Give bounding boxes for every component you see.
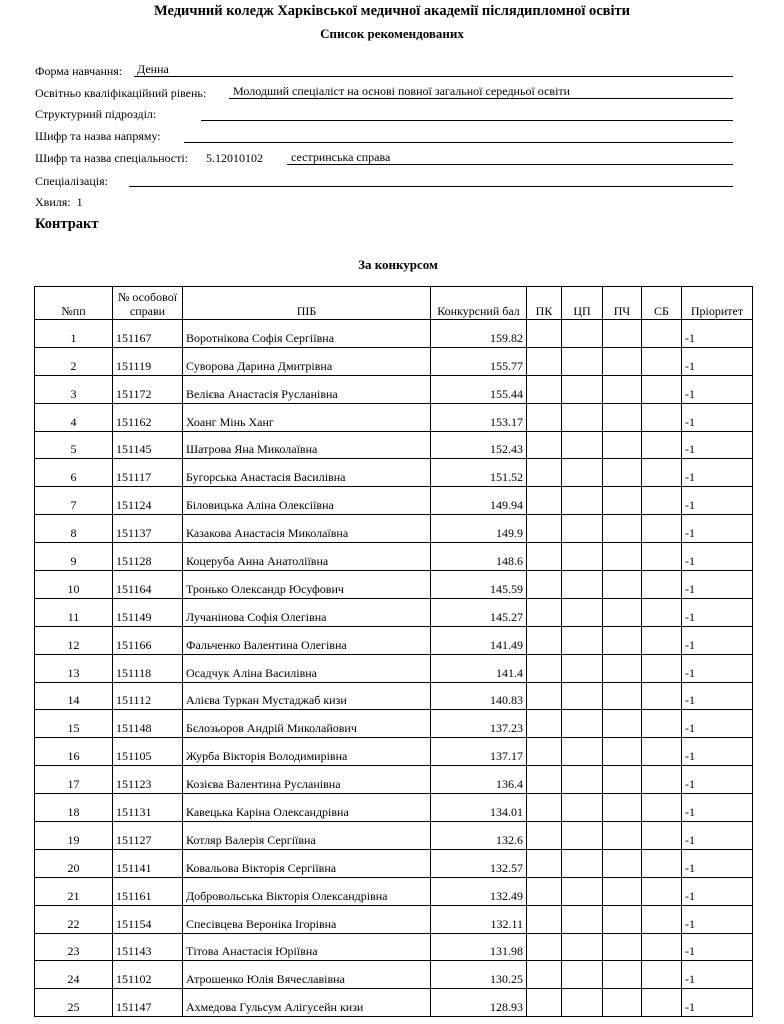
cell-score: 132.11 [431, 905, 527, 933]
cell-sb [642, 794, 682, 822]
cell-name: Коцеруба Анна Анатоліївна [183, 543, 431, 571]
cell-sb [642, 822, 682, 850]
cell-tsp [562, 543, 603, 571]
header-num: №пп [35, 287, 113, 320]
cell-case: 151148 [113, 710, 183, 738]
cell-sb [642, 738, 682, 766]
table-row [35, 459, 753, 487]
cell-num: 6 [35, 459, 113, 487]
qualification-level-line [229, 98, 733, 99]
cell-sb [642, 459, 682, 487]
cell-sb [642, 487, 682, 515]
cell-pch [603, 571, 642, 599]
cell-pk [527, 794, 562, 822]
cell-tsp [562, 822, 603, 850]
cell-pch [603, 459, 642, 487]
cell-num: 5 [35, 431, 113, 459]
cell-pk [527, 905, 562, 933]
form-of-study-line [134, 76, 733, 77]
cell-pch [603, 626, 642, 654]
cell-tsp [562, 989, 603, 1017]
cell-score: 159.82 [431, 320, 527, 348]
cell-pch [603, 543, 642, 571]
cell-name: Казакова Анастасія Миколаївна [183, 515, 431, 543]
form-of-study-value: Денна [137, 62, 169, 76]
cell-num: 10 [35, 571, 113, 599]
cell-name: Осадчук Аліна Василівна [183, 654, 431, 682]
table-row [35, 989, 753, 1017]
cell-score: 132.6 [431, 822, 527, 850]
cell-priority: -1 [682, 403, 753, 431]
cell-case: 151141 [113, 849, 183, 877]
cell-pch [603, 375, 642, 403]
cell-priority: -1 [682, 431, 753, 459]
cell-case: 151131 [113, 794, 183, 822]
cell-tsp [562, 710, 603, 738]
cell-num: 16 [35, 738, 113, 766]
cell-score: 145.59 [431, 571, 527, 599]
cell-name: Велієва Анастасія Русланівна [183, 375, 431, 403]
cell-pk [527, 877, 562, 905]
cell-pch [603, 989, 642, 1017]
cell-priority: -1 [682, 543, 753, 571]
cell-num: 18 [35, 794, 113, 822]
cell-priority: -1 [682, 822, 753, 850]
cell-score: 141.4 [431, 654, 527, 682]
header-case: № особової справи [113, 287, 183, 320]
cell-score: 132.49 [431, 877, 527, 905]
cell-case: 151105 [113, 738, 183, 766]
cell-pk [527, 961, 562, 989]
cell-case: 151119 [113, 347, 183, 375]
cell-sb [642, 431, 682, 459]
table-row [35, 654, 753, 682]
cell-score: 137.17 [431, 738, 527, 766]
cell-priority: -1 [682, 515, 753, 543]
specialty-line [287, 164, 733, 165]
cell-score: 141.49 [431, 626, 527, 654]
cell-score: 153.17 [431, 403, 527, 431]
cell-name: Журба Вікторія Володимирівна [183, 738, 431, 766]
cell-pk [527, 738, 562, 766]
cell-sb [642, 877, 682, 905]
table-row [35, 320, 753, 348]
cell-name: Козієва Валентина Русланівна [183, 766, 431, 794]
section-heading: За конкурсом [358, 257, 438, 272]
cell-pch [603, 877, 642, 905]
cell-score: 152.43 [431, 431, 527, 459]
cell-tsp [562, 849, 603, 877]
table-row [35, 849, 753, 877]
cell-priority: -1 [682, 487, 753, 515]
cell-pk [527, 375, 562, 403]
cell-score: 151.52 [431, 459, 527, 487]
cell-pch [603, 320, 642, 348]
table-row [35, 375, 753, 403]
cell-pch [603, 822, 642, 850]
cell-sb [642, 515, 682, 543]
cell-tsp [562, 431, 603, 459]
cell-name: Спесівцева Вероніка Ігорівна [183, 905, 431, 933]
cell-num: 19 [35, 822, 113, 850]
document-subtitle: Список рекомендованих [320, 26, 464, 41]
structural-unit-label: Структурний підрозділ: [35, 107, 157, 121]
cell-score: 130.25 [431, 961, 527, 989]
cell-score: 155.77 [431, 347, 527, 375]
cell-tsp [562, 487, 603, 515]
cell-num: 7 [35, 487, 113, 515]
cell-pk [527, 989, 562, 1017]
cell-num: 3 [35, 375, 113, 403]
cell-pk [527, 933, 562, 961]
cell-tsp [562, 515, 603, 543]
cell-priority: -1 [682, 682, 753, 710]
cell-score: 136.4 [431, 766, 527, 794]
cell-pk [527, 515, 562, 543]
table-row [35, 571, 753, 599]
cell-name: Добровольська Вікторія Олександрівна [183, 877, 431, 905]
cell-tsp [562, 375, 603, 403]
header-score: Конкурсний бал [431, 287, 527, 320]
table-row [35, 766, 753, 794]
cell-name: Хоанг Мінь Ханг [183, 403, 431, 431]
qualification-level-value: Молодший спеціаліст на основі повної загальної середньої освіти [233, 84, 571, 98]
cell-pk [527, 320, 562, 348]
cell-case: 151145 [113, 431, 183, 459]
cell-priority: -1 [682, 849, 753, 877]
cell-case: 151143 [113, 933, 183, 961]
table-row [35, 487, 753, 515]
cell-name: Бєлозьоров Андрій Миколайович [183, 710, 431, 738]
cell-sb [642, 766, 682, 794]
cell-sb [642, 989, 682, 1017]
structural-unit-line [201, 120, 733, 121]
table-row [35, 710, 753, 738]
cell-score: 132.57 [431, 849, 527, 877]
wave-value: 1 [76, 195, 83, 209]
cell-name: Суворова Дарина Дмитрівна [183, 347, 431, 375]
table-header-row [35, 287, 753, 320]
cell-num: 22 [35, 905, 113, 933]
cell-case: 151147 [113, 989, 183, 1017]
cell-tsp [562, 933, 603, 961]
cell-priority: -1 [682, 598, 753, 626]
specialization-line [129, 186, 733, 187]
document-title: Медичний коледж Харківської медичної академії післядипломної освіти [153, 3, 631, 19]
table-row [35, 822, 753, 850]
table-row [35, 598, 753, 626]
cell-pk [527, 431, 562, 459]
cell-num: 2 [35, 347, 113, 375]
cell-sb [642, 961, 682, 989]
cell-case: 151102 [113, 961, 183, 989]
cell-num: 15 [35, 710, 113, 738]
cell-pk [527, 849, 562, 877]
header-sb: СБ [642, 287, 682, 320]
cell-priority: -1 [682, 375, 753, 403]
cell-pch [603, 403, 642, 431]
cell-case: 151137 [113, 515, 183, 543]
cell-pch [603, 682, 642, 710]
wave-label: Хвиля: 1 [35, 195, 83, 209]
cell-pch [603, 431, 642, 459]
cell-num: 25 [35, 989, 113, 1017]
cell-case: 151124 [113, 487, 183, 515]
cell-priority: -1 [682, 961, 753, 989]
cell-case: 151172 [113, 375, 183, 403]
cell-priority: -1 [682, 877, 753, 905]
cell-case: 151167 [113, 320, 183, 348]
cell-score: 145.27 [431, 598, 527, 626]
cell-pk [527, 459, 562, 487]
cell-pk [527, 822, 562, 850]
cell-case: 151127 [113, 822, 183, 850]
cell-sb [642, 849, 682, 877]
cell-case: 151164 [113, 571, 183, 599]
cell-name: Шатрова Яна Миколаївна [183, 431, 431, 459]
cell-num: 11 [35, 598, 113, 626]
cell-case: 151117 [113, 459, 183, 487]
cell-pch [603, 794, 642, 822]
form-of-study-label: Форма навчання: [35, 64, 123, 78]
cell-name: Бугорська Анастасія Василівна [183, 459, 431, 487]
cell-case: 151149 [113, 598, 183, 626]
cell-case: 151154 [113, 905, 183, 933]
cell-priority: -1 [682, 571, 753, 599]
table-row [35, 794, 753, 822]
cell-pch [603, 905, 642, 933]
cell-tsp [562, 794, 603, 822]
cell-pk [527, 682, 562, 710]
cell-priority: -1 [682, 794, 753, 822]
cell-pch [603, 347, 642, 375]
cell-pk [527, 571, 562, 599]
cell-pch [603, 738, 642, 766]
cell-pch [603, 961, 642, 989]
table-row [35, 347, 753, 375]
cell-priority: -1 [682, 654, 753, 682]
cell-tsp [562, 738, 603, 766]
cell-sb [642, 682, 682, 710]
cell-name: Фальченко Валентина Олегівна [183, 626, 431, 654]
cell-tsp [562, 905, 603, 933]
cell-num: 14 [35, 682, 113, 710]
direction-label: Шифр та назва напряму: [35, 129, 161, 143]
table-row [35, 403, 753, 431]
cell-tsp [562, 682, 603, 710]
cell-name: Лучанінова Софія Олегівна [183, 598, 431, 626]
cell-num: 21 [35, 877, 113, 905]
table-row [35, 877, 753, 905]
cell-name: Кавецька Каріна Олександрівна [183, 794, 431, 822]
cell-priority: -1 [682, 320, 753, 348]
cell-case: 151112 [113, 682, 183, 710]
cell-sb [642, 320, 682, 348]
cell-tsp [562, 877, 603, 905]
cell-score: 131.98 [431, 933, 527, 961]
cell-priority: -1 [682, 905, 753, 933]
cell-tsp [562, 320, 603, 348]
cell-pk [527, 766, 562, 794]
cell-name: Тронько Олександр Юсуфович [183, 571, 431, 599]
contract-heading: Контракт [35, 216, 99, 232]
cell-sb [642, 598, 682, 626]
cell-num: 9 [35, 543, 113, 571]
cell-num: 23 [35, 933, 113, 961]
cell-case: 151162 [113, 403, 183, 431]
table-row [35, 626, 753, 654]
cell-pk [527, 347, 562, 375]
cell-name: Ахмедова Гульсум Алігусейн кизи [183, 989, 431, 1017]
cell-sb [642, 710, 682, 738]
cell-pch [603, 766, 642, 794]
cell-name: Ковальова Вікторія Сергіївна [183, 849, 431, 877]
cell-priority: -1 [682, 710, 753, 738]
qualification-level-label: Освітньо кваліфікаційний рівень: [35, 86, 207, 100]
cell-pch [603, 654, 642, 682]
cell-tsp [562, 654, 603, 682]
header-tsp: ЦП [562, 287, 603, 320]
cell-pk [527, 626, 562, 654]
header-priority: Пріоритет [682, 287, 753, 320]
cell-case: 151166 [113, 626, 183, 654]
cell-num: 12 [35, 626, 113, 654]
cell-sb [642, 403, 682, 431]
cell-pk [527, 487, 562, 515]
cell-pch [603, 933, 642, 961]
cell-pk [527, 598, 562, 626]
cell-pch [603, 849, 642, 877]
cell-num: 13 [35, 654, 113, 682]
cell-score: 155.44 [431, 375, 527, 403]
cell-case: 151161 [113, 877, 183, 905]
cell-num: 17 [35, 766, 113, 794]
cell-priority: -1 [682, 626, 753, 654]
cell-case: 151123 [113, 766, 183, 794]
specialty-label: Шифр та назва спеціальності: [35, 151, 189, 165]
table-row [35, 515, 753, 543]
specialty-value: сестринська справа [291, 150, 391, 164]
table-row [35, 933, 753, 961]
cell-pk [527, 710, 562, 738]
table-row [35, 543, 753, 571]
header-pk: ПК [527, 287, 562, 320]
cell-priority: -1 [682, 738, 753, 766]
cell-tsp [562, 626, 603, 654]
cell-case: 151118 [113, 654, 183, 682]
cell-tsp [562, 766, 603, 794]
header-name: ПІБ [183, 287, 431, 320]
cell-tsp [562, 403, 603, 431]
cell-sb [642, 654, 682, 682]
cell-score: 134.01 [431, 794, 527, 822]
cell-num: 1 [35, 320, 113, 348]
cell-pk [527, 543, 562, 571]
cell-pch [603, 710, 642, 738]
cell-sb [642, 905, 682, 933]
cell-sb [642, 626, 682, 654]
cell-score: 137.23 [431, 710, 527, 738]
cell-pk [527, 403, 562, 431]
cell-name: Воротнікова Софія Сергіївна [183, 320, 431, 348]
cell-sb [642, 347, 682, 375]
cell-case: 151128 [113, 543, 183, 571]
header-pch: ПЧ [603, 287, 642, 320]
cell-priority: -1 [682, 933, 753, 961]
table-row [35, 905, 753, 933]
table-row [35, 961, 753, 989]
table-row [35, 738, 753, 766]
recommended-table [34, 286, 753, 1017]
cell-score: 149.94 [431, 487, 527, 515]
cell-tsp [562, 571, 603, 599]
cell-sb [642, 375, 682, 403]
cell-priority: -1 [682, 459, 753, 487]
cell-tsp [562, 347, 603, 375]
cell-name: Атрошенко Юлія Вячеславівна [183, 961, 431, 989]
cell-name: Алієва Туркан Мустаджаб кизи [183, 682, 431, 710]
cell-tsp [562, 459, 603, 487]
direction-line [184, 142, 733, 143]
cell-name: Біловицька Аліна Олексіївна [183, 487, 431, 515]
cell-num: 24 [35, 961, 113, 989]
cell-sb [642, 933, 682, 961]
cell-pch [603, 515, 642, 543]
cell-pch [603, 487, 642, 515]
cell-num: 8 [35, 515, 113, 543]
cell-tsp [562, 598, 603, 626]
cell-name: Котляр Валерія Сергіївна [183, 822, 431, 850]
table-row [35, 682, 753, 710]
cell-score: 140.83 [431, 682, 527, 710]
cell-name: Тітова Анастасія Юріївна [183, 933, 431, 961]
cell-pk [527, 654, 562, 682]
specialty-code: 5.12010102 [206, 151, 263, 165]
cell-score: 128.93 [431, 989, 527, 1017]
cell-priority: -1 [682, 347, 753, 375]
cell-priority: -1 [682, 989, 753, 1017]
cell-sb [642, 543, 682, 571]
cell-score: 148.6 [431, 543, 527, 571]
cell-num: 20 [35, 849, 113, 877]
cell-pch [603, 598, 642, 626]
cell-num: 4 [35, 403, 113, 431]
cell-sb [642, 571, 682, 599]
cell-score: 149.9 [431, 515, 527, 543]
table-row [35, 431, 753, 459]
cell-tsp [562, 961, 603, 989]
specialization-label: Спеціалізація: [35, 174, 108, 188]
cell-priority: -1 [682, 766, 753, 794]
